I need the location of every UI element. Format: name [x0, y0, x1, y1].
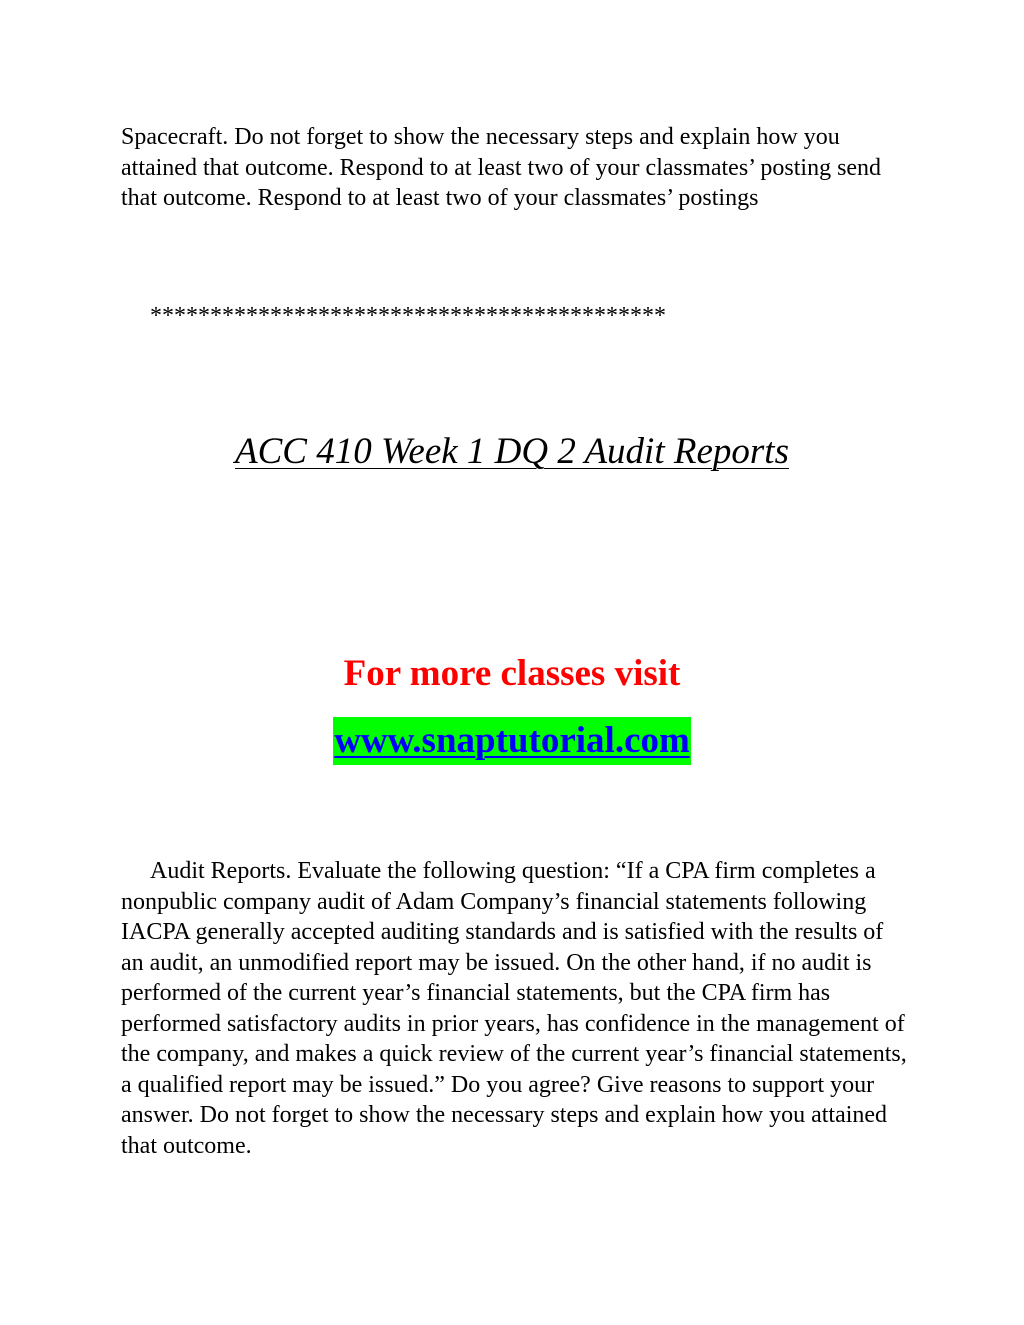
asterisk-separator: *******************************************	[150, 303, 666, 329]
promo-link-container	[0, 717, 1024, 765]
body-paragraph: Audit Reports. Evaluate the following question: “If a CPA firm completes a nonpublic company audit of Adam Company’s financial statements following IACPA generally accepted auditing standards and is satisfied with the results of an audit, an unmodified report may be issued. On the other hand, if no audit is performed of the current year’s financial statements, but the CPA firm has performed satisfactory audits in prior years, has confidence in the management of the company, and makes a quick review of the current year’s financial statements, a qualified report may be issued.” Do you agree? Give reasons to support your answer. Do not forget to show the necessary steps and explain how you attained that outcome.	[121, 858, 907, 1159]
intro-paragraph: Spacecraft. Do not forget to show the necessary steps and explain how you attained that outcome. Respond to at least two of your classmates’ posting send that outcome. Respond to at least two of your classmates’ postings	[121, 124, 882, 211]
document-heading: ACC 410 Week 1 DQ 2 Audit Reports	[235, 431, 789, 472]
snaptutorial-link[interactable]: www.snaptutorial.com	[333, 717, 691, 765]
promo-text: For more classes visit	[343, 653, 681, 694]
